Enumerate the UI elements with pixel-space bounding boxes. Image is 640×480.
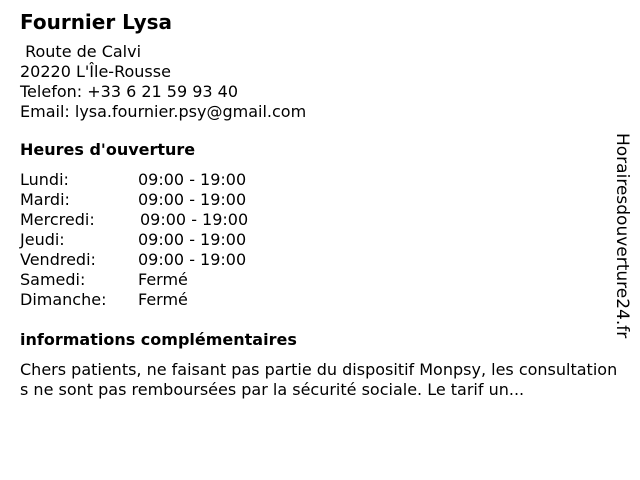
hours-day: Samedi: (20, 270, 86, 289)
hours-time: 09:00 - 19:00 (140, 210, 249, 229)
hours-time: Fermé (138, 270, 188, 289)
hours-day: Lundi: (20, 170, 69, 189)
hours-row-wednesday (20, 210, 620, 230)
hours-time: 09:00 - 19:00 (138, 190, 247, 209)
additional-info-text: Chers patients, ne faisant pas partie du dispositif Monpsy, les consultations ne sont pas remboursées par la sécurité sociale. Le tarif un... (20, 360, 618, 399)
phone-number: Telefon: +33 6 21 59 93 40 (20, 82, 239, 101)
business-card (20, 8, 620, 400)
hours-row-monday (20, 170, 620, 190)
hours-row-friday (20, 250, 620, 270)
opening-hours-title: Heures d'ouverture (20, 140, 196, 159)
hours-time: 09:00 - 19:00 (138, 170, 247, 189)
business-name: Fournier Lysa (20, 10, 173, 34)
additional-info-title: informations complémentaires (20, 330, 297, 349)
address-street: Route de Calvi (20, 42, 142, 61)
site-watermark: Horairesdouverture24.fr (612, 133, 632, 339)
opening-hours-table (20, 170, 620, 310)
hours-day: Jeudi: (20, 230, 65, 249)
hours-time: Fermé (138, 290, 188, 309)
hours-time: 09:00 - 19:00 (138, 250, 247, 269)
hours-row-thursday (20, 230, 620, 250)
hours-time: 09:00 - 19:00 (138, 230, 247, 249)
hours-day: Dimanche: (20, 290, 107, 309)
hours-row-tuesday (20, 190, 620, 210)
email-address: Email: lysa.fournier.psy@gmail.com (20, 102, 307, 121)
hours-day: Mardi: (20, 190, 70, 209)
hours-day: Vendredi: (20, 250, 96, 269)
hours-row-saturday (20, 270, 620, 290)
address-city: 20220 L'Île-Rousse (20, 62, 171, 81)
hours-day: Mercredi: (20, 210, 95, 229)
hours-row-sunday (20, 290, 620, 310)
